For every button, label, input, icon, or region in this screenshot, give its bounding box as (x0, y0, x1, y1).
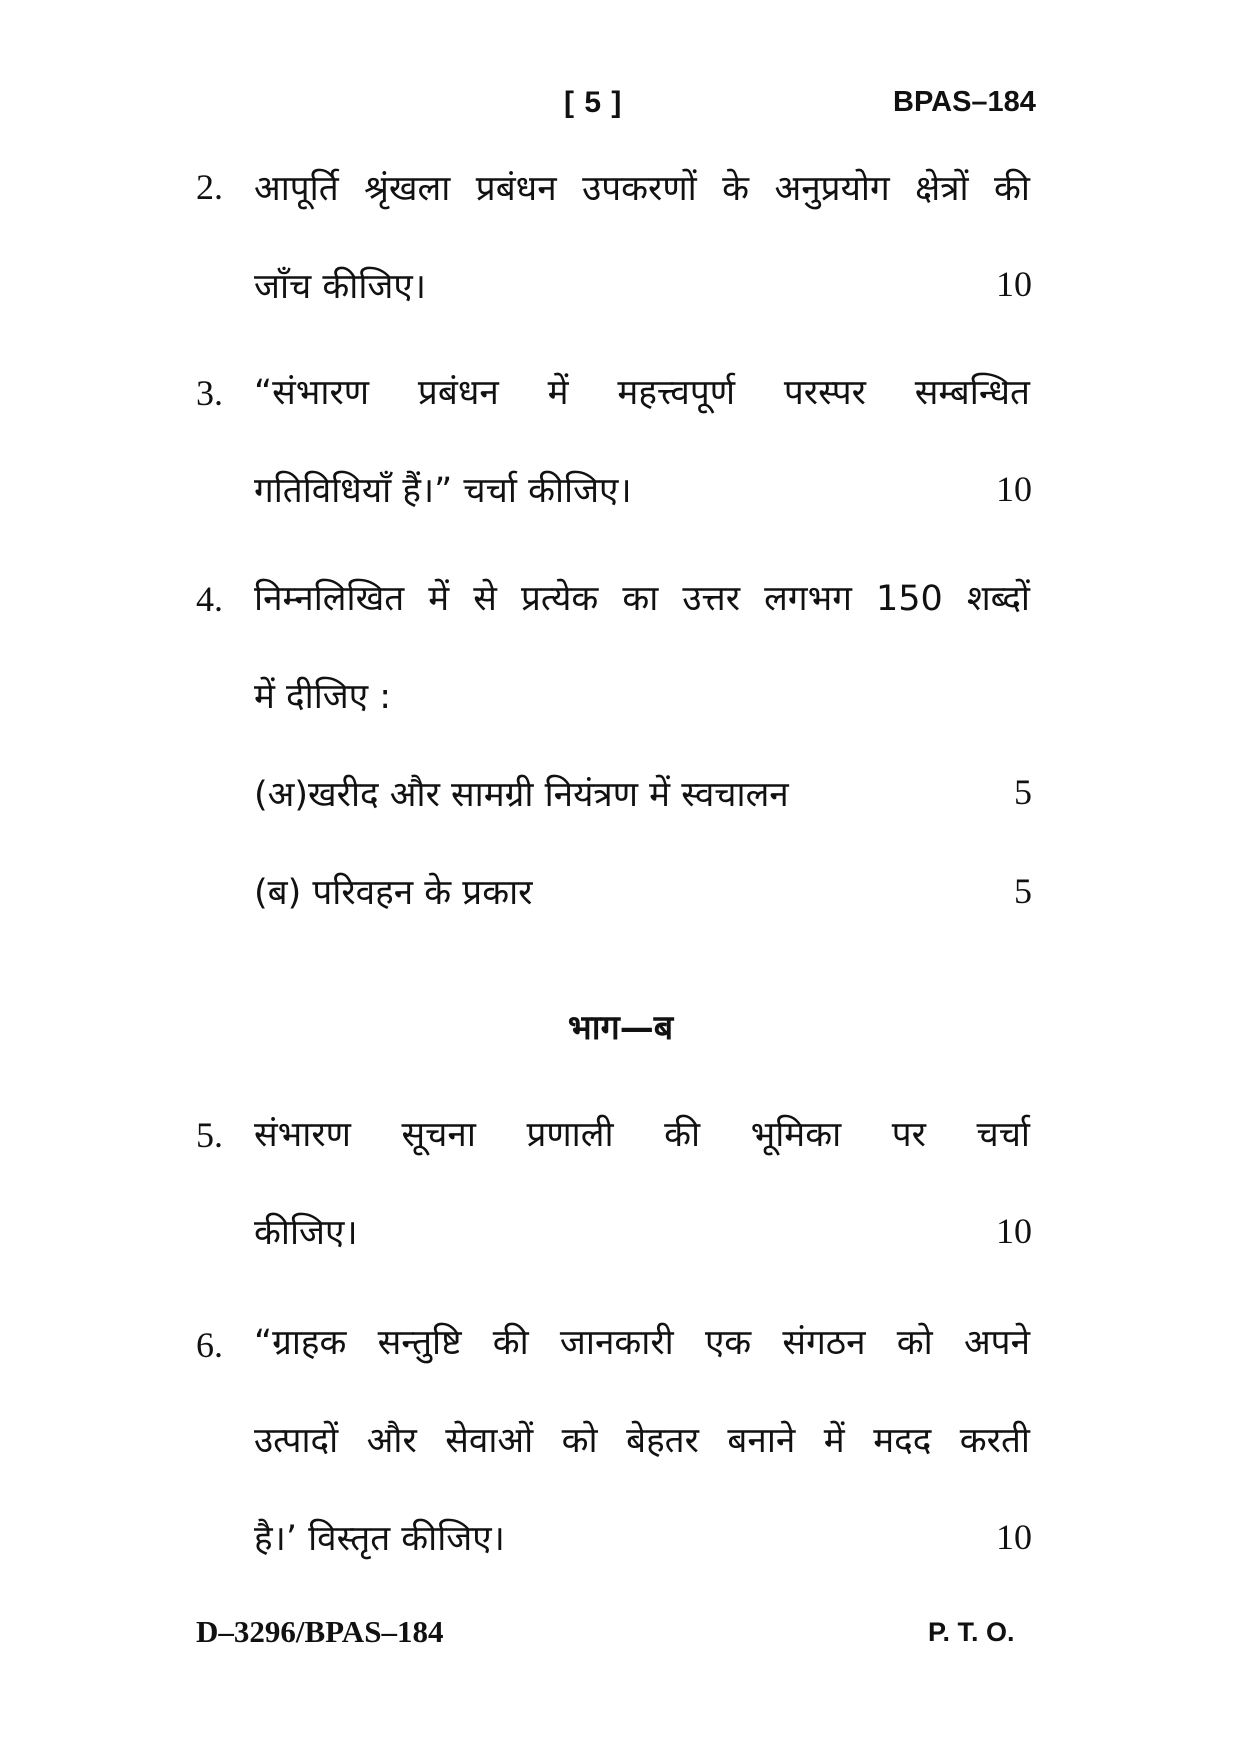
sub-question-b: (ब) परिवहन के प्रकार (254, 873, 533, 913)
sub-question-marks: 5 (1014, 772, 1032, 812)
question-text-line: निम्नलिखित में से प्रत्येक का उत्तर लगभग 150 शब्दों (254, 579, 1030, 619)
page-number: [ 5 ] (564, 86, 623, 119)
question-text-line: उत्पादों और सेवाओं को बेहतर बनाने में मदद करती (254, 1421, 1030, 1461)
question-text-line: आपूर्ति श्रृंखला प्रबंधन उपकरणों के अनुप्रयोग क्षेत्रों की (254, 169, 1030, 209)
question-text-line: जाँच कीजिए। (254, 267, 426, 307)
question-number: 2. (196, 167, 223, 207)
section-heading: भाग—ब (567, 1008, 674, 1048)
sub-question-marks: 5 (1014, 871, 1032, 911)
question-text-line: में दीजिए : (254, 677, 392, 717)
question-marks: 10 (996, 264, 1032, 304)
question-number: 4. (196, 579, 223, 619)
question-text-line: कीजिए। (254, 1213, 358, 1253)
question-marks: 10 (996, 1211, 1032, 1251)
question-text-line: गतिविधियाँ हैं।” चर्चा कीजिए। (254, 471, 632, 511)
question-marks: 10 (996, 469, 1032, 509)
sub-question-a: (अ)खरीद और सामग्री नियंत्रण में स्वचालन (254, 775, 789, 815)
pto-label: P. T. O. (928, 1617, 1015, 1647)
question-text-line: “संभारण प्रबंधन में महत्त्वपूर्ण परस्पर सम्बन्धित (254, 373, 1030, 413)
question-marks: 10 (996, 1517, 1032, 1557)
paper-code: D–3296/BPAS–184 (196, 1614, 444, 1649)
question-number: 3. (196, 373, 223, 413)
question-text-line: “ग्राहक सन्तुष्टि की जानकारी एक संगठन को अपने (254, 1323, 1030, 1363)
question-number: 6. (196, 1325, 223, 1365)
course-code: BPAS–184 (893, 86, 1036, 118)
question-text-line: है।’ विस्तृत कीजिए। (254, 1519, 505, 1559)
question-number: 5. (196, 1115, 223, 1155)
question-text-line: संभारण सूचना प्रणाली की भूमिका पर चर्चा (254, 1115, 1030, 1155)
